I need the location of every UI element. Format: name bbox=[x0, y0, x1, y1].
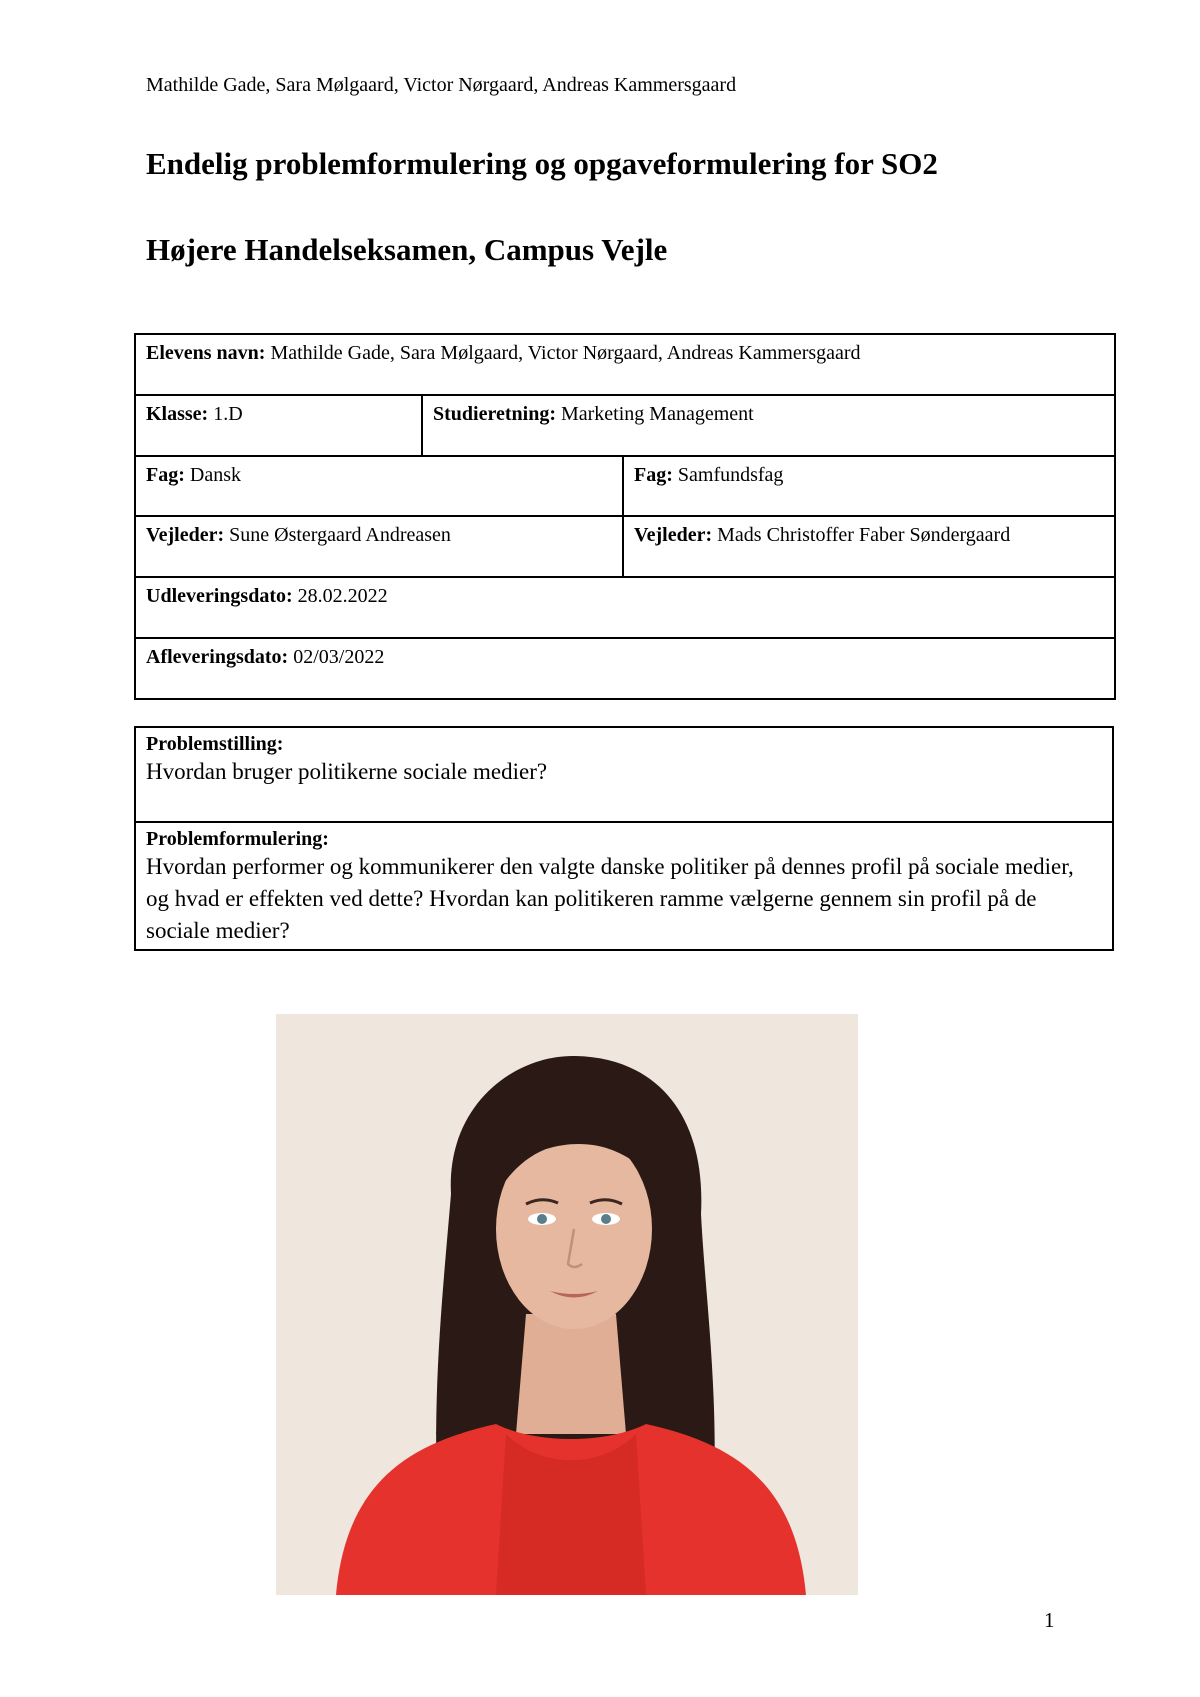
label-klasse: Klasse: bbox=[146, 403, 209, 425]
label-problemformulering: Problemformulering: bbox=[146, 828, 329, 850]
page-header-authors: Mathilde Gade, Sara Mølgaard, Victor Nørgaard, Andreas Kammersgaard bbox=[146, 74, 737, 96]
cell-problemformulering bbox=[135, 822, 1113, 950]
label-studieretning: Studieretning: bbox=[433, 403, 556, 425]
left-iris bbox=[537, 1214, 547, 1224]
value-afleveringsdato: 02/03/2022 bbox=[293, 646, 385, 668]
value-fag: Dansk bbox=[189, 464, 241, 486]
cell-fag-samfundsfag bbox=[623, 456, 1115, 516]
cell-problemstilling bbox=[135, 727, 1113, 822]
label-afleveringsdato: Afleveringsdato: bbox=[146, 646, 289, 668]
cell-klasse bbox=[135, 395, 422, 456]
value-studieretning: Marketing Management bbox=[560, 403, 754, 425]
info-table bbox=[134, 333, 1116, 700]
cell-afleveringsdato bbox=[135, 638, 1115, 699]
label-fag: Fag: bbox=[146, 464, 185, 486]
cell-elevens-navn bbox=[135, 334, 1115, 395]
label-vejleder: Vejleder: bbox=[634, 524, 713, 546]
document-title: Endelig problemformulering og opgaveformulering for SO2 bbox=[146, 146, 938, 181]
value-problemformulering: Hvordan performer og kommunikerer den valgte danske politiker på dennes profil på sociale medier, og hvad er effekten ved dette? Hvordan kan politikeren ramme vælgerne gennem sin profil på de sociale medier? bbox=[146, 854, 1074, 943]
value-elevens-navn: Mathilde Gade, Sara Mølgaard, Victor Nørgaard, Andreas Kammersgaard bbox=[270, 342, 861, 364]
problem-table bbox=[134, 726, 1114, 951]
value-udleveringsdato: 28.02.2022 bbox=[297, 585, 388, 607]
politician-portrait-photo bbox=[276, 1014, 858, 1595]
cell-studieretning bbox=[422, 395, 1115, 456]
label-udleveringsdato: Udleveringsdato: bbox=[146, 585, 293, 607]
document-subtitle: Højere Handelseksamen, Campus Vejle bbox=[146, 232, 668, 267]
cell-vejleder-samfundsfag bbox=[623, 516, 1115, 577]
portrait-illustration bbox=[276, 1014, 858, 1595]
page-number: 1 bbox=[1044, 1608, 1055, 1632]
label-fag: Fag: bbox=[634, 464, 673, 486]
value-fag: Samfundsfag bbox=[677, 464, 784, 486]
value-problemstilling: Hvordan bruger politikerne sociale medier? bbox=[146, 759, 548, 784]
value-klasse: 1.D bbox=[213, 403, 243, 425]
value-vejleder: Sune Østergaard Andreasen bbox=[229, 524, 451, 546]
cell-fag-dansk bbox=[135, 456, 623, 516]
cell-vejleder-dansk bbox=[135, 516, 623, 577]
cell-udleveringsdato bbox=[135, 577, 1115, 638]
right-iris bbox=[601, 1214, 611, 1224]
value-vejleder: Mads Christoffer Faber Søndergaard bbox=[717, 524, 1011, 546]
label-elevens-navn: Elevens navn: bbox=[146, 342, 266, 364]
label-vejleder: Vejleder: bbox=[146, 524, 225, 546]
label-problemstilling: Problemstilling: bbox=[146, 733, 284, 755]
neck bbox=[516, 1314, 626, 1434]
